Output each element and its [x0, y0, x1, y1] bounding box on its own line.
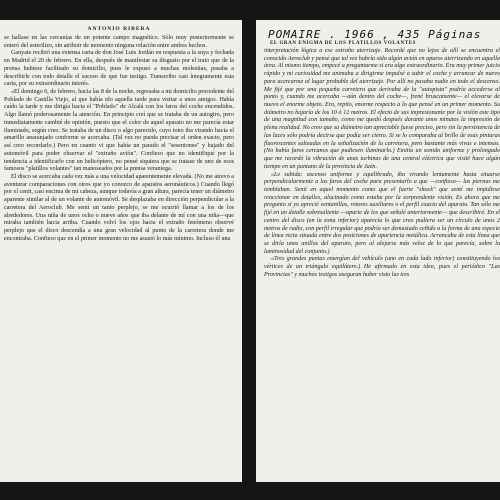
right-book-page — [256, 20, 500, 482]
left-book-page — [0, 20, 242, 482]
left-paragraph-2: Ganyate recibió una extensa carta de don José Luis Jordán en respuesta a la suya y fechada en Madrid el 20 de febrero. En ella, después de manifestar su disgusto por el trato que de la prensa hubiese facilitado su domicilio, pues le expuso a muchas molestias, pasaba a describirle con todo detalle el suceso de que fue testigo. Transcribo casi íntegramente esta carta, por su extraordinario interés. — [4, 50, 234, 88]
right-paragraph-2: «Le subida: ascenso uniforme y equilibrado, iba virando lentamente hasta situarse perpendicularmente a los faros del coche para presentarlo a que —confieso— las piernas me temblaban. Sentí en aquel momento como que el fuerte "shock" que sentí me impidiese reaccionar en detalles, alucinado como estaba por la sorprendente visión. Es ahora que me pregunto si yo aprecié ventanillas, rotores auxiliares o el perfil exacto del aparato. Tan sólo me fijé en un detalle sobresaliente —aparte de los que señalé anteriormente— que describiré. En el centro del disco (en la zona inferior) aparecía lo que creo pudiera ser un círculo de unos 2 metros de radio, con perfil irregular que podría ser demasiado ceñido a la forma de una especie de línea recta situada entre dos posiciones de apariencia metálica. Arrancaba de esta línea que se diría unos anillos del aparato, pero al alejarse más veloz de lo que parecía, sobre la luminosidad del conjunto.) — [264, 171, 500, 255]
left-paragraph-3: «El domingo 6, de febrero, hacia las 8 de la noche, regresaba a mi domicilio procedente del Poblado de Castilla Viejo, al que había ido aquella tarde para visitar a unos amigos. Había caído la tarde y me dirigía hacia el "Poblado" de Alcalá con los faros del coche encendidos. Algo llamó poderosamente la atención. En principio creí que se trataba de un autogiro, pero inmediatamente cambié de opinión, puesto que el color de aquel aparato no me parecía estar iluminado, según creo. Se trataba de un disco o algo parecido, cuyo tono iba virando hacia el amarillo anaranjado conforme se acercaba. (Tal vez no pueda precisar el orden exacto, pero así creo recordarlo.) Pero en cuanto vi que había un parado el "sesentones" y bajado del automóvil para poder observar el "extraño avión". Confieso que no identifiqué por la tendencia a identificarlo con un helicóptero, no pensé siquiera que se tratase de uno de esos famosos "platillos volantes" tan manoseados por la prensa veraniega. — [4, 89, 234, 173]
right-paragraph-3: «Tres grandes puntas emergían del vehículo (uno en cada lado inferior) constituyendo los vértices de un triángulo equilátero.) He afirmado en esta idea, pues el periódico "Las Provincias" y muchos testigos aseguran haber visto las tres — [264, 256, 500, 278]
handwritten-note: POMAIRE . 1966 , 435 Páginas — [268, 28, 482, 41]
right-body-text — [264, 48, 500, 280]
left-running-header: ANTONIO RIBERA — [87, 26, 151, 32]
right-paragraph-1: interpretación lógica a ese extraño aterrizaje. Recordé que no lejos de allí se encuentra el conocido Aeroclub y pensé que tal vez habría sido algún avión en apuros aterrizando en aquella área. Al mismo tiempo, empecé a preguntarme si era algo extraordinario. Era muy primer juicio rápido y mi curiosidad me animaba a dirigirme impulsé a subir el coche y arrancar de nuevo para acercarme al lugar probable del aterrizaje. Por allí no pasaba nadie en todo el descenso. Me fijé que por una pequeña carretera que derivaba de la "autopista" podría accederse al punto y, cuando me acercaba —aún dentro del coche—, frené bruscamente— el elevarse de nuevo el enorme objeto. Era, repito, enorme respecto a lo que pensé en un primer momento. Su diámetro no bajaría de los 10 ó 12 metros. El efecto de sus impresionante por la visión este tipo de una magnitud con tamaño, como me quedó después durante unos minutos la impresión de plena realidad. No creo que su diámetro tan apreciable fuese preciso, pero sin la persistencia de las luces sólo podría decirse que podía ser cierto. Si se lo comparaba al brillo de esas pintaras fluorescentes salteadas en la señalización de la carretera, pero bastante más vivas e intensas. (No había faros cercanos que pudiesen iluminarlo.) Emitía un sonido uniforme y prolongado que me recordó la vibración de unas turbinas de una central eléctrica que visité hace algún tiempo en un pantano de la provincia de Jaén. — [264, 48, 500, 170]
left-body-text — [4, 35, 234, 243]
left-paragraph-1: se hallase en las cercanías de un potente campo magnético. Sólo muy posteriormente se enteró del esterilizo, sin atribuir de momento ninguna relación entre ambos hechos. — [4, 35, 234, 49]
right-running-header: EL GRAN ENIGMA DE LOS PLATILLOS VOLANTES — [270, 41, 416, 46]
left-paragraph-4: El disco se acercaba cada vez más a una velocidad aparentemente elevada. (No me atrevo a aventurar comparaciones con otros que yo conozco de aparatos aeronáuticos.) Cuando llegó por el cenit, casi encima de mi cabeza, aunque todavía a gran altura, parecía tener un diámetro aparente similar al de un volante de automóvil. Se desplazaba en dirección perpendicular a la carretera del Aeroclub. Me sentí un tanto perplejo, se me ocurrió llamar a los de los alrededores. Una niña de unos ocho o nueve años que iba delante de mí con una niña—que miraba también hacia arriba. Cuando volví los ojos hacia el extraño fenómeno observé perplejo que el disco descendía a una gran velocidad al punto de la carretera donde me encontraba. Confieso que en el primer momento no me asustó lo más mínimo. Incluso él una — [4, 173, 234, 242]
